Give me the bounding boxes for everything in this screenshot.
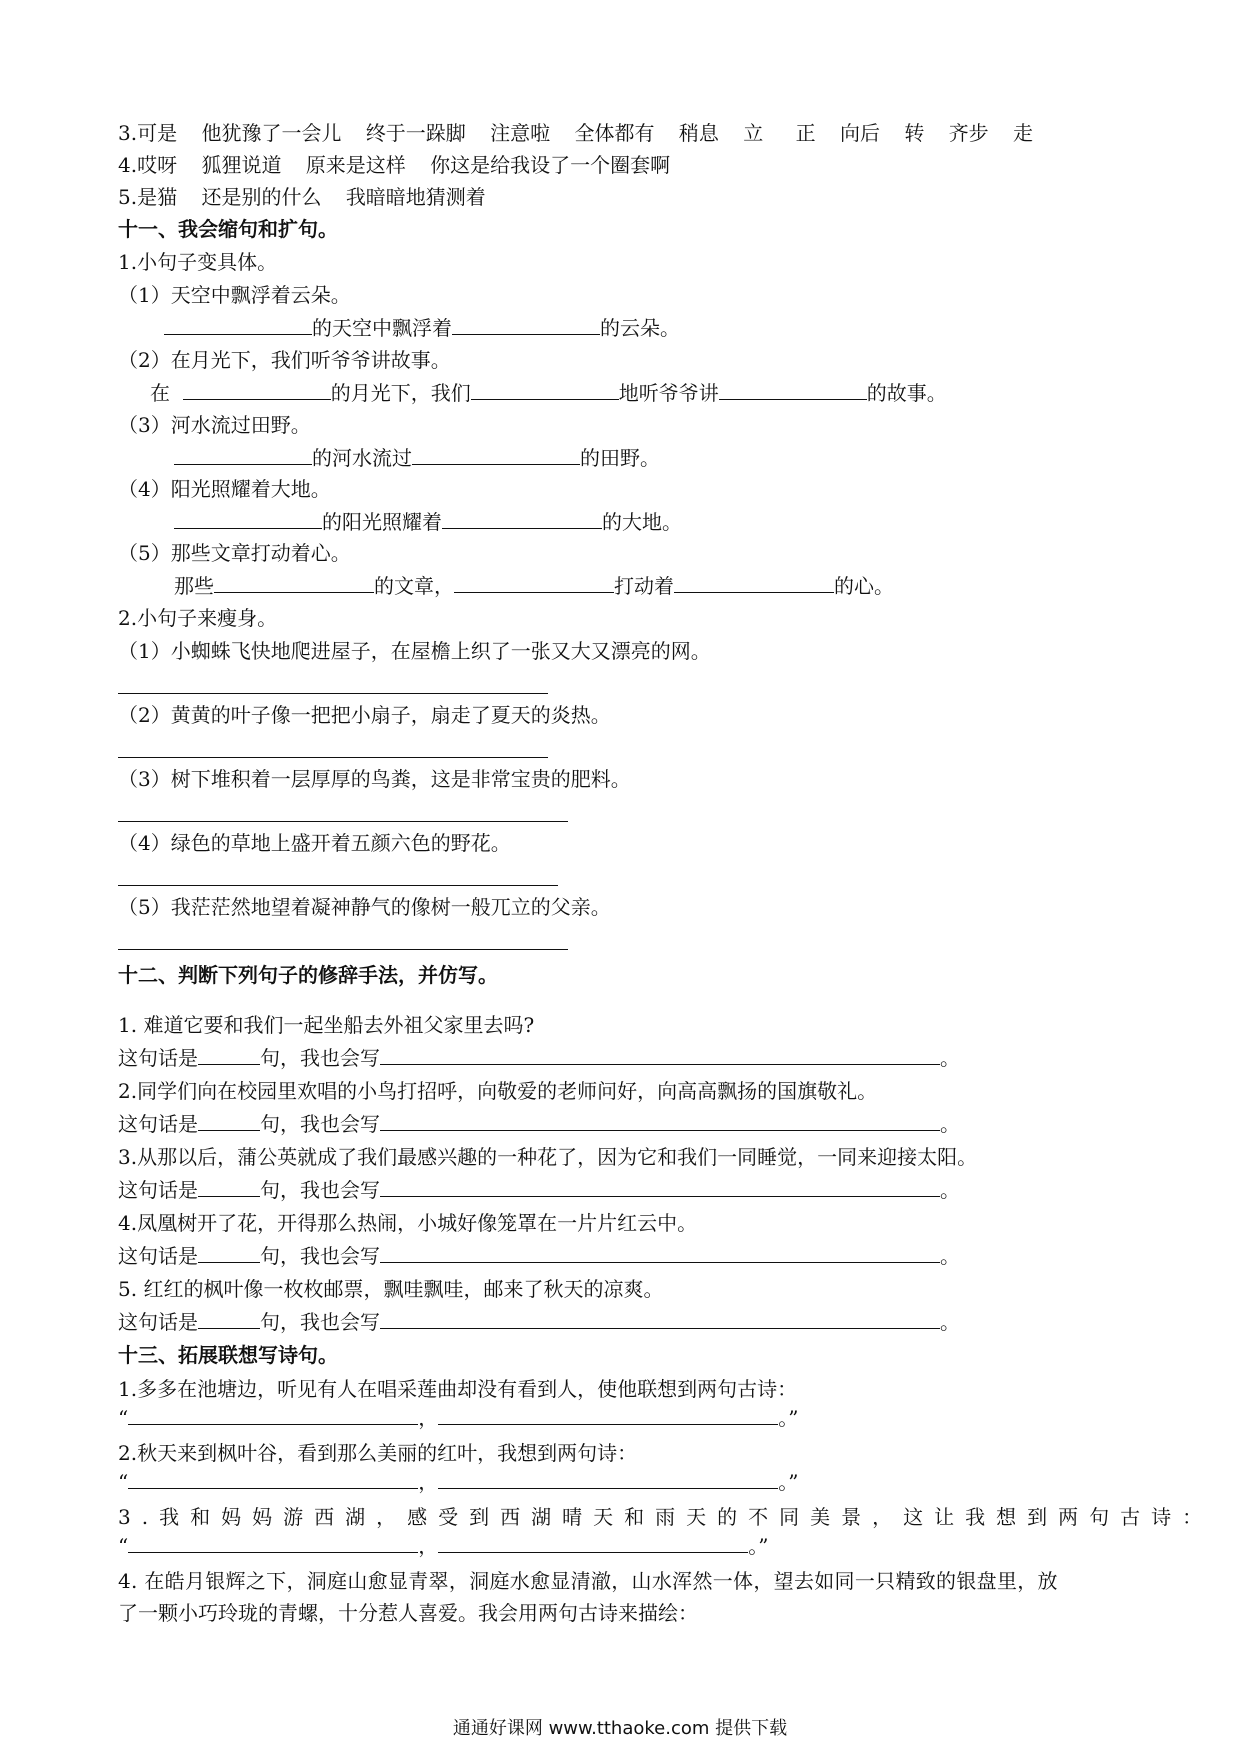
section-11-part1: 1.小句子变具体。 [118,250,278,274]
phrase: 还是别的什么 [201,185,322,209]
expand-q4: （4）阳光照耀着大地。 [118,477,331,501]
answer-blank[interactable] [198,1306,260,1329]
answer-blank[interactable] [412,442,580,465]
answer-line[interactable] [118,885,558,886]
answer-blank[interactable] [164,312,312,335]
footer-credit: 通通好课网 www.tthaoke.com 提供下载 [452,1718,788,1739]
rhetoric-a4: 这句话是 句，我也会写 。 [118,1240,960,1271]
phrase: 全体都有 [574,121,655,145]
poem-a3: “ ， 。” [118,1530,768,1561]
shrink-q1: （1）小蜘蛛飞快地爬进屋子，在屋檐上织了一张又大又漂亮的网。 [118,639,711,663]
phrase: 你这是给我设了一个圈套啊 [430,153,671,177]
section-11-title: 十一、我会缩句和扩句。 [118,217,338,241]
expand-q3-answer: 的河水流过 的田野。 [174,442,660,473]
rhetoric-q5: 5. 红红的枫叶像一枚枚邮票，飘哇飘哇，邮来了秋天的凉爽。 [118,1277,664,1301]
poem-q3: 3.我和妈妈游西湖，感受到西湖晴天和雨天的不同美景，这让我想到两句古诗： [118,1505,1214,1529]
phrase: 齐步 [948,121,989,145]
answer-blank[interactable] [380,1042,940,1065]
answer-line[interactable] [118,821,568,822]
rhetoric-q2: 2.同学们向在校园里欢唱的小鸟打招呼，向敬爱的老师问好，向高高飘扬的国旗敬礼。 [118,1079,878,1103]
shrink-q4: （4）绿色的草地上盛开着五颜六色的野花。 [118,831,511,855]
expand-q2: （2）在月光下，我们听爷爷讲故事。 [118,348,451,372]
answer-blank[interactable] [454,570,614,593]
phrase: 稍息 [678,121,719,145]
phrase: 原来是这样 [305,153,406,177]
answer-blank[interactable] [128,1402,418,1425]
expand-q2-answer: 在 的月光下，我们 地听爷爷讲 的故事。 [150,377,947,408]
answer-blank[interactable] [128,1466,418,1489]
rhetoric-a5: 这句话是 句，我也会写 。 [118,1306,960,1337]
shrink-q2: （2）黄黄的叶子像一把把小扇子，扇走了夏天的炎热。 [118,703,611,727]
answer-blank[interactable] [442,506,602,529]
rhetoric-q3: 3.从那以后，蒲公英就成了我们最感兴趣的一种花了，因为它和我们一同睡觉，一同来迎接太阳。 [118,1145,978,1169]
punct-line-5 [118,182,504,212]
expand-q4-answer: 的阳光照耀着 的大地。 [174,506,682,537]
phrase: 向后 [839,121,880,145]
rhetoric-q4: 4.凤凰树开了花，开得那么热闹，小城好像笼罩在一片片红云中。 [118,1211,698,1235]
answer-blank[interactable] [380,1306,940,1329]
answer-blank[interactable] [380,1174,940,1197]
answer-blank[interactable] [719,377,867,400]
poem-q4-line2: 了一颗小巧玲珑的青螺，十分惹人喜爱。我会用两句古诗来描绘： [118,1601,698,1625]
expand-q5-answer: 那些 的文章， 打动着 的心。 [174,570,894,601]
answer-blank[interactable] [198,1174,260,1197]
section-13-title: 十三、拓展联想写诗句。 [118,1343,338,1367]
poem-a2: “ ， 。” [118,1466,798,1497]
answer-blank[interactable] [438,1402,778,1425]
phrase: 3.可是 [118,121,178,145]
rhetoric-a2: 这句话是 句，我也会写 。 [118,1108,960,1139]
expand-q3: （3）河水流过田野。 [118,413,311,437]
shrink-q3: （3）树下堆积着一层厚厚的鸟粪，这是非常宝贵的肥料。 [118,767,631,791]
phrase: 狐狸说道 [201,153,282,177]
poem-q1: 1.多多在池塘边，听见有人在唱采莲曲却没有看到人，使他联想到两句古诗： [118,1377,798,1401]
expand-q1: （1）天空中飘浮着云朵。 [118,283,351,307]
phrase: 他犹豫了一会儿 [201,121,342,145]
answer-blank[interactable] [438,1530,748,1553]
phrase: 注意啦 [490,121,551,145]
answer-blank[interactable] [452,312,600,335]
poem-q4-line1: 4. 在皓月银辉之下，洞庭山愈显青翠，洞庭水愈显清澈，山水浑然一体，望去如同一只精致的银盘里，放 [118,1569,1058,1593]
answer-blank[interactable] [198,1042,260,1065]
answer-blank[interactable] [438,1466,778,1489]
answer-line[interactable] [118,757,548,758]
expand-q1-answer: 的天空中飘浮着 的云朵。 [164,312,680,343]
answer-line[interactable] [118,949,568,950]
section-11-part2: 2.小句子来瘦身。 [118,606,278,630]
answer-blank[interactable] [471,377,619,400]
phrase: 我暗暗地猜测着 [345,185,486,209]
phrase: 立 [743,121,764,145]
answer-blank[interactable] [174,506,322,529]
shrink-q5: （5）我茫茫然地望着凝神静气的像树一般兀立的父亲。 [118,895,611,919]
expand-q5: （5）那些文章打动着心。 [118,541,351,565]
answer-blank[interactable] [128,1530,418,1553]
phrase: 正 [795,121,816,145]
answer-blank[interactable] [380,1108,940,1131]
rhetoric-a1: 这句话是 句，我也会写 。 [118,1042,960,1073]
phrase: 5.是猫 [118,185,178,209]
answer-blank[interactable] [674,570,834,593]
punct-line-3 [118,118,1051,148]
answer-blank[interactable] [174,442,312,465]
phrase: 4.哎呀 [118,153,178,177]
answer-blank[interactable] [198,1240,260,1263]
answer-line[interactable] [118,693,548,694]
phrase: 终于一跺脚 [365,121,466,145]
answer-blank[interactable] [198,1108,260,1131]
poem-a1: “ ， 。” [118,1402,798,1433]
phrase: 走 [1013,121,1034,145]
punct-line-4 [118,150,688,180]
rhetoric-q1: 1. 难道它要和我们一起坐船去外祖父家里去吗? [118,1013,535,1037]
worksheet-page [118,0,1214,1754]
answer-blank[interactable] [183,377,331,400]
answer-blank[interactable] [380,1240,940,1263]
poem-q2: 2.秋天来到枫叶谷，看到那么美丽的红叶，我想到两句诗： [118,1441,638,1465]
section-12-title: 十二、判断下列句子的修辞手法，并仿写。 [118,963,498,987]
phrase: 转 [904,121,925,145]
rhetoric-a3: 这句话是 句，我也会写 。 [118,1174,960,1205]
answer-blank[interactable] [214,570,374,593]
